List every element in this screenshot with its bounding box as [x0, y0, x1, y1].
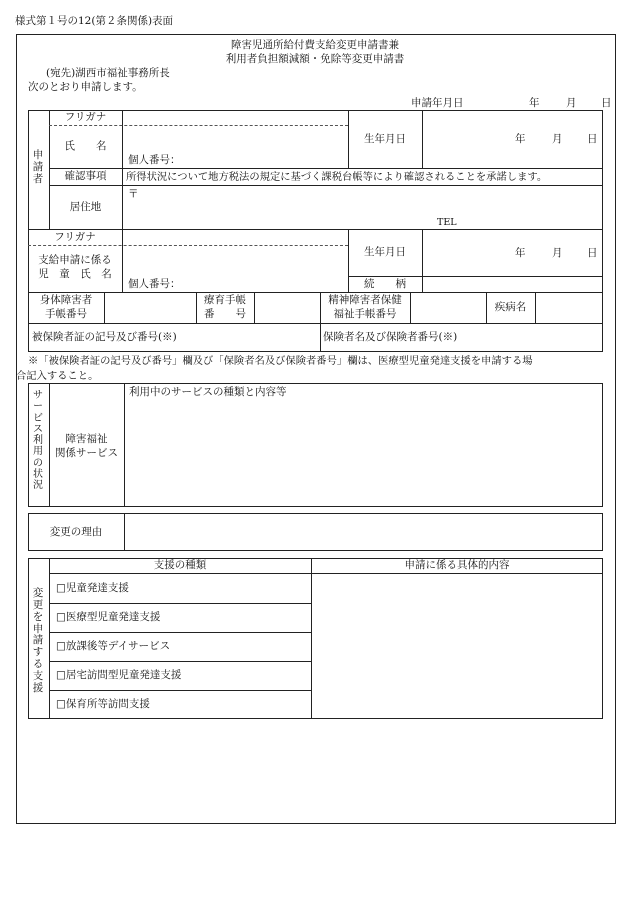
- confirm-label: 確認事項: [64, 170, 107, 183]
- applicant-birthdate-field[interactable]: [423, 111, 602, 167]
- child-furigana-field[interactable]: [123, 230, 347, 244]
- physical-cert-label-line2: 手帳番号: [45, 308, 87, 320]
- service-label-line1: 障害福祉: [65, 433, 108, 445]
- change-support-section-label: 変更を申請する支援: [32, 587, 44, 694]
- child-birthdate-label: 生年月日: [364, 246, 406, 259]
- child-furigana-label: フリガナ: [54, 230, 96, 243]
- change-reason-label: 変更の理由: [49, 525, 103, 538]
- service-content-label: 利用中のサービスの種類と内容等: [129, 386, 287, 398]
- mental-cert-label-line2: 福祉手帳番号: [333, 308, 397, 320]
- applicant-birthdate-label: 生年月日: [364, 132, 406, 145]
- relationship-field[interactable]: [423, 277, 602, 291]
- child-personal-number-label: 個人番号：: [128, 278, 181, 290]
- child-birth-month: 月: [552, 247, 563, 259]
- child-name-label-line1: 支給申請に係る: [38, 254, 112, 266]
- confirm-text: 所得状況について地方税法の規定に基づく課税台帳等により確認されることを承諾します。: [126, 171, 548, 183]
- form-title-line2: 利用者負担額減額・免除等変更申請書: [225, 53, 405, 65]
- ryoiku-label-line1: 療育手帳: [204, 294, 246, 306]
- mental-cert-field[interactable]: [411, 293, 485, 322]
- address-label: 居住地: [69, 200, 102, 213]
- application-date-year: 年: [529, 97, 540, 109]
- application-date-month: 月: [566, 97, 577, 109]
- intro-text: 次のとおり申請します。: [28, 81, 143, 93]
- child-birth-day: 日: [587, 247, 598, 259]
- applicant-birth-day: 日: [587, 133, 598, 145]
- note-line1: ※「被保険者証の記号及び番号」欄及び「保険者名及び保険者番号」欄は、医療型児童発達支援を申請する場: [28, 355, 533, 367]
- note-line2: 合記入すること。: [16, 370, 99, 382]
- address-field[interactable]: [140, 187, 600, 227]
- service-status-section-label: サービス利用の状況: [33, 390, 43, 492]
- support-item-medical-child-development[interactable]: □医療型児童発達支援: [56, 611, 161, 624]
- support-item-home-visit-development[interactable]: □居宅訪問型児童発達支援: [56, 669, 182, 682]
- tel-label: TEL: [437, 217, 457, 228]
- insurer-label: 保険者名及び保険者番号(※): [323, 331, 458, 343]
- insured-label: 被保険者証の記号及び番号(※): [32, 331, 177, 343]
- disease-label: 疾病名: [494, 301, 527, 314]
- applicant-birth-year: 年: [515, 133, 526, 145]
- application-date-day: 日: [601, 97, 612, 109]
- support-item-after-school-day-service[interactable]: □放課後等デイサービス: [56, 640, 171, 653]
- form-number: 様式第１号の12(第２条関係)表面: [15, 15, 174, 27]
- service-content-field[interactable]: [126, 400, 601, 504]
- change-details-field[interactable]: [313, 575, 601, 717]
- application-date-label: 申請年月日: [411, 97, 464, 109]
- child-birth-year: 年: [515, 247, 526, 259]
- child-name-field[interactable]: [123, 246, 347, 276]
- relationship-label: 続 柄: [364, 277, 406, 290]
- col-support-type: 支援の種類: [153, 559, 207, 572]
- applicant-name-field[interactable]: [123, 126, 347, 154]
- ryoiku-field[interactable]: [255, 293, 319, 322]
- child-birthdate-field[interactable]: [423, 230, 602, 275]
- mental-cert-label-line1: 精神障害者保健: [328, 294, 402, 306]
- addressee: (宛先)湖西市福祉事務所長: [46, 67, 170, 79]
- support-item-nursery-visit-support[interactable]: □保育所等訪問支援: [56, 698, 150, 711]
- applicant-personal-number-label: 個人番号：: [128, 154, 181, 166]
- support-item-child-development[interactable]: □児童発達支援: [56, 581, 129, 594]
- applicant-name-label: 氏 名: [64, 140, 107, 153]
- ryoiku-label-line2: 番 号: [204, 308, 246, 320]
- physical-cert-label-line1: 身体障害者: [39, 294, 93, 306]
- physical-cert-field[interactable]: [105, 293, 195, 322]
- form-title-line1: 障害児通所給付費支給変更申請書兼: [231, 39, 399, 51]
- applicant-furigana-field[interactable]: [123, 111, 347, 124]
- change-reason-field[interactable]: [126, 515, 601, 549]
- postal-mark: 〒: [128, 188, 139, 200]
- disease-field[interactable]: [536, 293, 602, 322]
- applicant-birth-month: 月: [552, 133, 563, 145]
- child-name-label-line2: 児 童 氏 名: [38, 268, 112, 280]
- applicant-furigana-label: フリガナ: [64, 111, 107, 124]
- applicant-section-label: 申請者: [32, 149, 44, 185]
- col-details: 申請に係る具体的内容: [404, 559, 510, 572]
- service-label-line2: 関係サービス: [55, 447, 118, 459]
